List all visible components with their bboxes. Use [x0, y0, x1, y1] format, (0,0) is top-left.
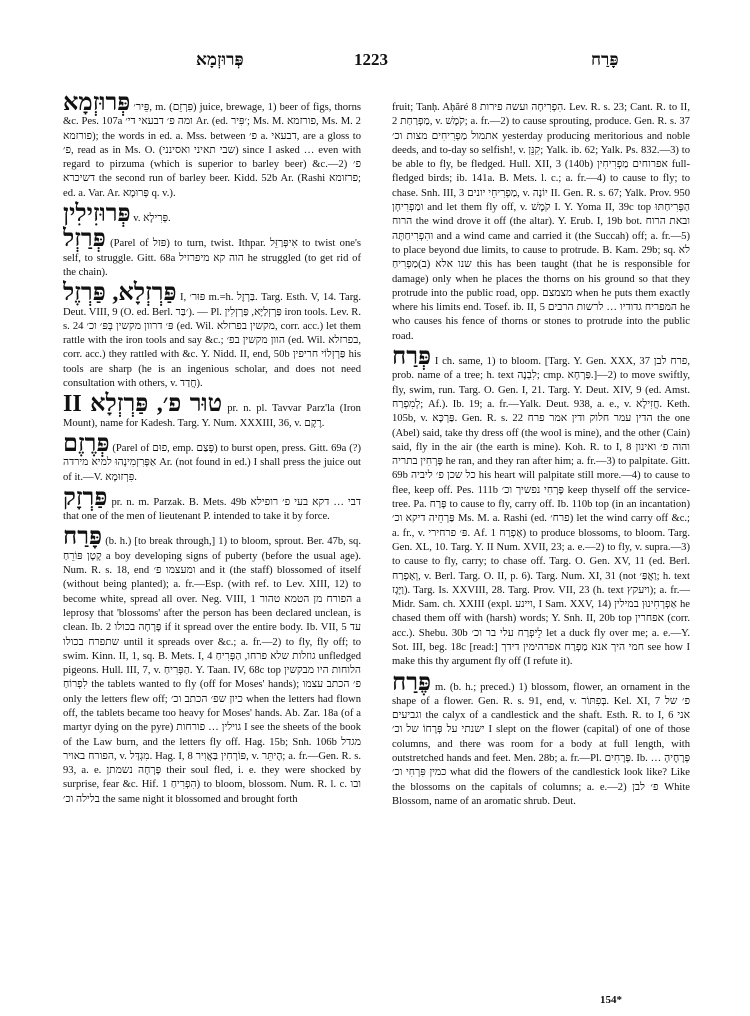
headword: פֶּרַח [392, 669, 432, 696]
entry [392, 669, 690, 810]
headword: פְּרֶזֶם [63, 430, 110, 457]
entry [63, 92, 361, 201]
entry [63, 526, 361, 807]
headword: פְּרוּזִילִין [63, 201, 131, 228]
entry [63, 393, 361, 431]
headword: טוּר פ׳, פַּרְזְלָא II [63, 391, 223, 418]
page-header [60, 50, 700, 74]
headword: פְּרַזְל [63, 226, 106, 253]
entry-text: (Parel of פוּם, emp. פְּצַם) to burst open, press. Gitt. 69a (?) אַפְּרִזְמִינְהוּ למיא מירדה Ar. (not found in ed.) I shall press the juice out of it.—V. פִּרְזוּמָא. [63, 442, 361, 483]
right-column [392, 92, 690, 997]
entry-text: (Parel of פּזל) to turn, twist. Ithpar. אִיפְּרַזֵּל to twist one's self, to struggle. Gitt. 68a הוה קא מיפרזיל he struggled (to get rid of the chain). [63, 238, 361, 278]
header-left-word: פְּרוּזְמָא [196, 50, 244, 69]
entry-text: (b. h.) [to break through,] 1) to bloom, sprout. Ber. 47b, sq. קָטָן פּוֹרֵחַ a boy developing signs of puberty (before the usual age). Num. R. s. 18, end ומעצמו פ׳ and it (the staff) blossomed of itself (without being planted); a. fr.—Esp. (with ref. to Lev. XIII, 12) to become white, spread all over. Neg. VIII, 1 הפורח מן הטמא טהור a leprosy that 'blossoms' after the person has been declared unclean, is clean. Ib. 2 פָּרְחָה בכולו if it spread over the entire body. Ib. VII, 5 עד שתפרח בכולו until it spreads over &c.; a. fr.—2) to fly, fly off; to swim. Kinn. II, 1, sq. B. Mets. I, 4 גוזלות שלא פרחו, הַפְּרִיחַ unfledged pigeons. Hull. III, 7, v. הַפְּרִיחַ. Y. Taan. IV, 68c top הלוחות היו מבקשין לִפְרוֹחַ the tablets wanted to fly (off for Moses' hands); פ׳ הכתב עצמו only the letters flew off; כיון שפ׳ הכתב וכ׳ when the letters had flown off, the tablets became too heavy for Moses' hands. Ab. Zar. 18a (of a martyr dying on the pyre) גוילין … פורחות I see the sheets of the book of the Law burn, and the letters fly off. Hag. 15b; Snh. 106b מגדל הפורח באויר, v. מִגְדָּל. Hag. I, 8 פּוֹרְחִין בַּאֲוִיר, v. הֶיתֵּר; a. fr.—Gen. R. s. 93, a. e. פָּרְחָה נשמתן their soul fled, i. e. they were shocked by surprise, fear &c. Hif. הִפְרִיחַ 1) to bloom, blossom. Num. R. l. c. ובו בלילה וכ׳ the same night it blossomed and brought forth [63, 536, 361, 805]
signature-mark: 154* [600, 994, 622, 1006]
headword: פָּרַח [63, 524, 103, 551]
headword: פַּרְזָק [63, 484, 108, 511]
headword: פְּרַח [392, 344, 432, 371]
entry-text: pr. n. m. Parzak. B. Mets. 49b דבי … דקא בעי פ׳ רופילא that one of the men of lieutenant P. intended to take it by force. [63, 496, 361, 523]
entry [63, 203, 361, 226]
entry-text: m. (b. h.; preced.) 1) blossom, flower, an ornament in the shape of a flower. Gen. R. s. 91, end, v. בְּפִתּוֹר. Kel. XI, 7 פ׳ של וגביעים the calyx of a candlestick and the shaft. Esth. R. to I, 6 אני ישנתי על פְּרָחוֹ של וכ׳ I slept on the flower (capital) of one of those columns, and there was room for a body at full length, with outstretched hands and feet. Men. 28b; a. fr.—Pl. פְּרָחִים. Ib. פְּרָחֶיהָ … כמין פִּרְחִי וכ׳ what did the flowers of the candlestick look like? Like the blossoms on the capitals of columns; a. e.—2) פ׳ לבן White Blossom, name of an aromatic shrub. Deut. [392, 681, 690, 807]
entry [392, 92, 690, 344]
entry [63, 228, 361, 280]
left-column [63, 92, 361, 997]
entry-text: I ch. same, 1) to bloom. [Targ. Y. Gen. XXX, 37 פרח לבן, prob. name of a tree; h. text לִבְנֶה; cmp. פַּרְחָא.]—2) to move swiftly, fly, swim, run. Targ. O. Gen. I, 21. Targ. Y. Deut. XIV, 9 (ed. Amst. לְמִפְרַח; Af.). Ib. 19; a. fr.—Yalk. Deut. 938, a. e., v. חֲזִילָא. Keth. 105b, v. פַּרְכָּא. Gen. R. s. 22 הדין עמר חלוק ודין אמר פרח the one (Abel) said, take thy dress off (the wool is mine), and the other (Cain) said, fly in the air (the earth is mine). Koh. R. to I, 8 והוה פ׳ ואינון פָּרְחִין בתריה he ran, and they ran after him; a. fr.—3) to palpitate. Gitt. 69b כל שכן פ׳ ליביה his heart will palpitate still more.—4) to cause to flee, keep off. Pes. 111b פָּרְחִי נפשיך וכ׳ keep thyself off the service-tree. Pa. פָּרַח to cause to fly, carry off. Ib. 110b top (in an incantation) פַּרְחֵיה דיקא וכ׳ Ms. M. a. Rashi (ed. פרח׳) let the wind carry off &c.; a. fr., v. פּ׳ פרחירי. Af. אַפְרַח 1) to produce blossoms, to bloom. Targ. Gen. XL, 10. Targ. Y. II Num. XVII, 23; a. e.—2) to fly, v. supra.—3) to cause to fly, carry; to chase off. Targ. O. Gen. XV, 11 (ed. Berl. וְאַפְרַח, v. Berl. Targ. O. II, p. 6). Targ. Num. XI, 31 (not וַאֲפַּ׳; h. text וַיָּגָז). Targ. Is. XXVIII, 28. Targ. Prov. VII, 23 (h. text ויעקץ); a. fr.—Midr. Sam. ch. XXIII (expl. ויינע, I Sam. XXV, 14) אַפְרְחִינוּן במילין he chased them off with (harsh) words; Y. Snh. II, 20b top אפחרין (corr. acc.). Shebu. 30b לֵיפְרַח עלי בר וכ׳ let a duck fly over me; a. e.—Y. Sot. III, beg. 18c [read:] חמי היך אנא מַפְרַח אפרהימין דידך see how I make this thy argument fly off (I refute it). [392, 356, 690, 668]
headword: פַּרְזְלָא, פַּרְזֶל [63, 280, 177, 307]
entry-text: I, פּוּר׳ m.=h. בַּרְזֶל. Targ. Esth. V, 14. Targ. Deut. VIII, 9 (O. ed. Berl. ׳בַּר). — Pl. פַּרְזְלַיָּא, פַּרְזְלִין iron tools. Lev. R. s. 24 פּ׳ דרוון מקשין בְּפּ׳ וכ׳ (ed. Wil. מקשין בפרזלא, corr. acc.) let them rattle with the iron tools and say &c.; הוון מקשין בפ׳ (ed. Wil. בפרזלא, corr. acc.) they rattled with &c. Y. Nidd. II, end, 50b פַּרְזְלוֹי חריפין his tools are sharp (he is an ingenious scholar, and does not need consultation with others, v. חֲדַד). [63, 292, 361, 390]
header-right-word: פָּרַח [591, 50, 619, 69]
entry [63, 430, 361, 485]
entry-text: v. פְּרִילָא. [133, 213, 171, 225]
entry [63, 282, 361, 391]
page-number: 1223 [354, 50, 388, 69]
headword: פְּרוּזְמָא [63, 92, 131, 116]
entry [392, 346, 690, 670]
entry [63, 484, 361, 525]
entry-text: פֵּיר׳, m. (פִּרְזֵם) juice, brewage, 1) beer of figs, thorns &c. Pes. 107a ומה פ׳ דבעאי די׳ Ar. (ed. ׳פִּיר; Ms. M. פורזמא, Ms. M. 2 פורזמא); the words in ed. a. Mss. between פ׳ a. דבעאי, are a gloss to פ׳, read as in Ms. O. (שבי תאיני ואסינני) since I asked … even with regard to pirzuma (which is superior to barley beer) &c.—2) פ׳ דשיכרא the second run of barley beer. Kidd. 52b Ar. (Rashi פרזומא; ed. a. Var. Ar. פְּרוּמָא q. v.). [63, 102, 361, 199]
entry-text: pr. n. pl. Tavvar Parz'la (Iron Mount), name for Kadesh. Targ. Y. Num. XXXIII, 36, v. רֶקֶם. [63, 403, 361, 429]
entry-text: fruit; Tanḥ. Aḥăré 8 הִפְרִיחָה ועשה פירות. Lev. R. s. 23; Cant. R. to II, 2 מַפְרַחַת, v. קֹמֶשׁ; a. fr.—2) to cause sprouting, produce. Gen. R. s. 37 אתמול מַפְרִיחִים מצות וכ׳ yesterday producing meritorious and noble deeds, and to-day so selfish!, v. קִנֵּן; Yalk. ib. 62; Yalk. Ps. 832.—3) to be able to fly, be fledged. Hull. XII, 3 (140b) אפרוחים מַפְרִיחִין full-fledged birds; ib. 141a. B. Mets. l. c.; a. fr.—4) to cause to fly; to chase. Snh. III, 3 מַפְרִיחֵי יונים, v. יוֹנָה II. Gen. R. s. 67; Yalk. Prov. 950 ומַפְרִיחָן and let them fly off, v. קֹמֶשׁ I. Y. Yoma II, 39c top הַפְּרִיחַתּוּ הרוח the wind drove it off (the altar). Y. Erub. I, 19b bot. ובאת הרוח והִפְרִיחַתָּה and a wind came and carried it (the Succah) off; a. fr.—5) to place beyond due limits, to cause to protrude. B. Kam. 29b; sq. לא שנו אלא (ב)מַפְרִיחַ this has been taught (that he is responsible for damage) only when he places the thorns on his ground so that they protrude into the public road, opp. מצמצם when he puts them exactly where his limits end. Tosef. ib. II, 5 המפריח גדודיו … לרשות הרבים he who causes his fence of thorns or stones to protrude into the public road. [392, 102, 690, 342]
